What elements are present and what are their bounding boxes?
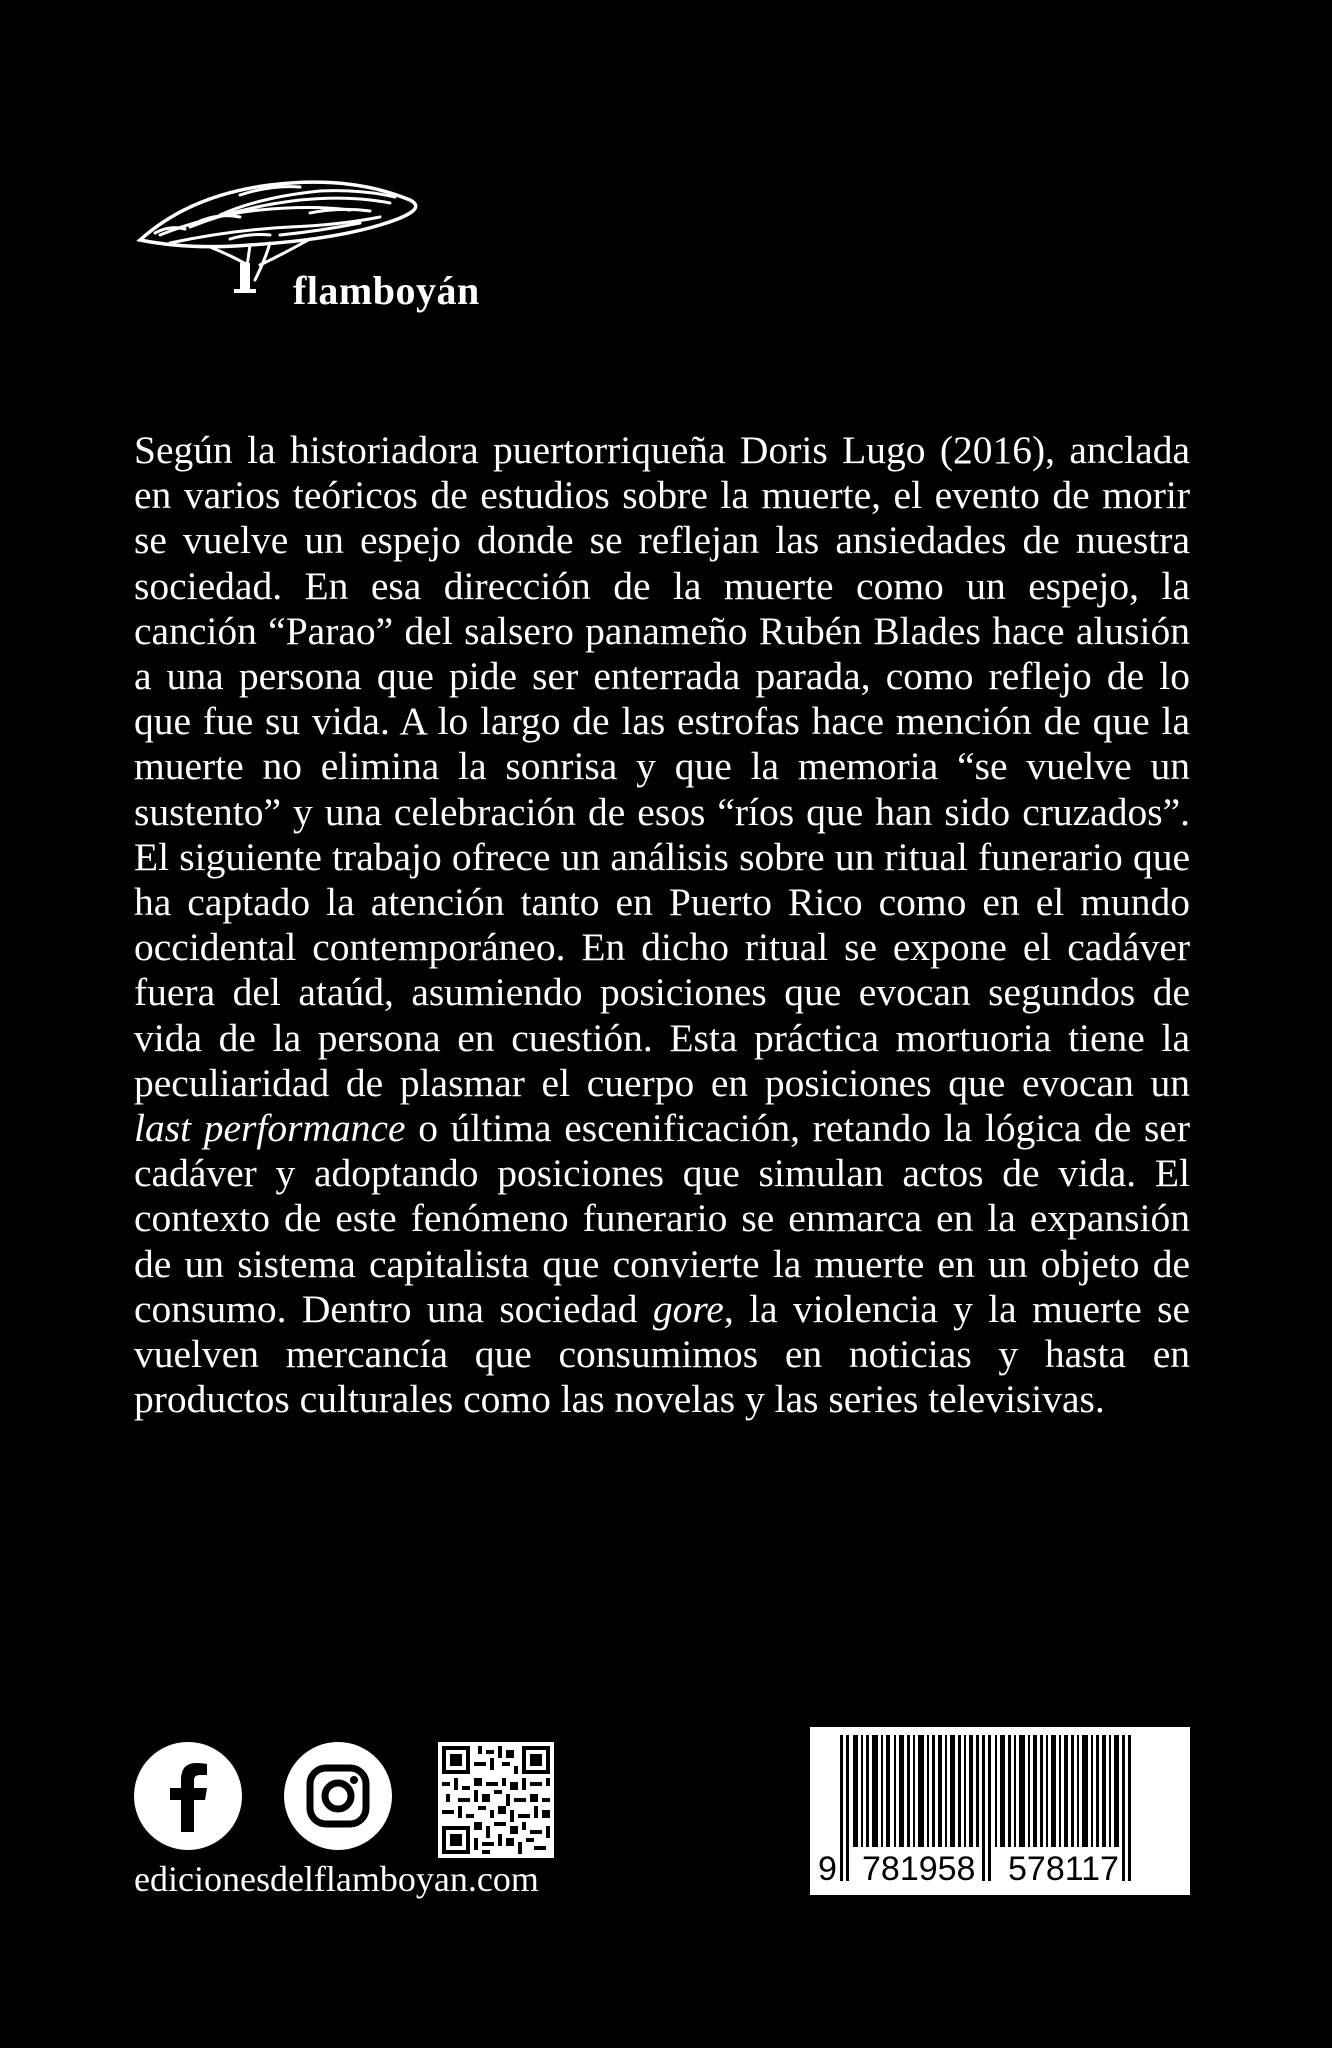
blurb-text-1: Según la historiadora puertorriqueña Doris Lugo (2016), anclada en varios teóricos de estudios sobre la muerte, el evento de morir se vuelve un espejo donde se reflejan las ansiedades de nuestra sociedad. En esa dirección de la muerte como un espejo, la canción “Parao” del salsero panameño Rubén Blades hace alusión a una persona que pide ser enterrada parada, como reflejo de lo que fue su vida. A lo largo de las estrofas hace mención de que la muerte no elimina la sonrisa y que la memoria “se vuelve un sustento” y una celebración de esos “ríos que han sido cruzados”. El siguiente trabajo ofrece un análisis sobre un ritual funerario que ha captado la atención tanto en Puerto Rico como en el mundo occidental contemporáneo. En dicho ritual se expone el cadáver fuera del ataúd, asumiendo posiciones que evocan segundos de vida de la persona en cuestión. Esta práctica mortuoria tiene la peculiaridad de plasmar el cuerpo en posiciones que evocan un xyxy=(134,428,1190,1105)
publisher-logo xyxy=(130,155,510,325)
barcode-prefix: 9 xyxy=(818,1850,837,1888)
publisher-name: flamboyán xyxy=(293,268,480,313)
isbn-barcode xyxy=(810,1727,1190,1895)
blurb-italic-2: gore xyxy=(652,1286,724,1331)
facebook-icon[interactable] xyxy=(134,1742,242,1850)
instagram-icon[interactable] xyxy=(284,1742,392,1850)
website-link[interactable]: edicionesdelflamboyan.com xyxy=(134,1859,539,1899)
social-links xyxy=(134,1742,574,1854)
barcode-group-1: 781958 xyxy=(862,1850,976,1888)
blurb-text-3: , la violencia y la muerte se vuelven mercancía que consumimos en noticias y hasta en productos culturales como las novelas y las series televisivas. xyxy=(134,1286,1191,1422)
qr-code-icon[interactable] xyxy=(438,1742,554,1858)
blurb-text-2: o última escenificación, retando la lógica de ser cadáver y adoptando posiciones que simulan actos de vida. El contexto de este fenómeno funerario se enmarca en la expansión de un sistema capitalista que convierte la muerte en un objeto de consumo. Dentro una sociedad xyxy=(134,1106,1190,1331)
blurb-italic-1: last performance xyxy=(134,1106,406,1151)
barcode-group-2: 578117 xyxy=(1008,1850,1119,1888)
back-cover-blurb xyxy=(134,428,1190,1422)
